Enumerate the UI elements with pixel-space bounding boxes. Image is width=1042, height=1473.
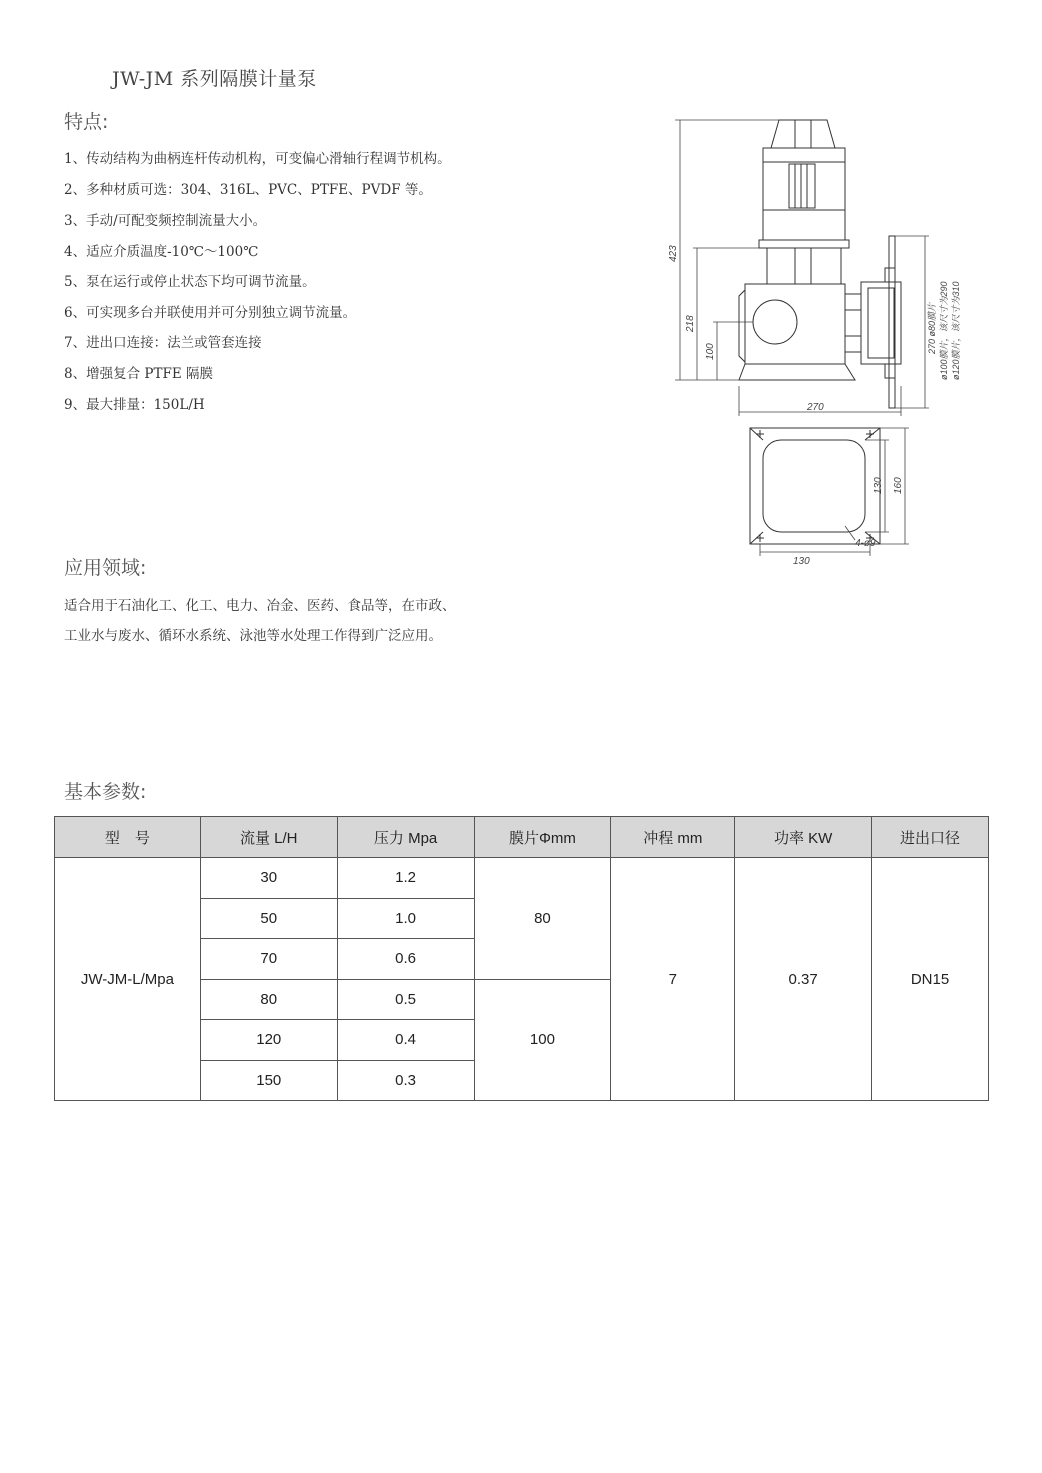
cell-pressure: 1.2 — [337, 858, 474, 899]
cell-stroke: 7 — [611, 858, 735, 1101]
cell-flow: 120 — [200, 1020, 337, 1061]
dim-218: 218 — [685, 315, 696, 332]
cell-model: JW-JM-L/Mpa — [55, 858, 201, 1101]
cell-flow: 70 — [200, 939, 337, 980]
dim-130-w: 130 — [793, 556, 810, 567]
header-port: 进出口径 — [872, 817, 989, 858]
feature-item: 9、最大排量：150L/H — [64, 397, 205, 413]
header-pressure: 压力 Mpa — [337, 817, 474, 858]
cell-pressure: 1.0 — [337, 898, 474, 939]
note-80: 270 ø80膜片 — [927, 302, 937, 354]
feature-item: 2、多种材质可选：304、316L、PVC、PTFE、PVDF 等。 — [64, 182, 432, 198]
cell-diaphragm: 80 — [474, 858, 611, 980]
pump-dimension-drawing — [655, 110, 975, 567]
feature-item: 1、传动结构为曲柄连杆传动机构，可变偏心滑轴行程调节机构。 — [64, 151, 451, 167]
document-title: JW-JM 系列隔膜计量泵 — [112, 68, 317, 90]
feature-item: 4、适应介质温度-10℃～100℃ — [64, 244, 259, 260]
dim-130-h: 130 — [873, 477, 884, 494]
features-heading: 特点: — [64, 111, 109, 133]
application-line: 适合用于石油化工、化工、电力、冶金、医药、食品等，在市政、 — [64, 598, 456, 614]
dim-holes: 4-ø9 — [855, 538, 876, 549]
dim-423: 423 — [668, 245, 679, 262]
note-120: ø120膜片，该尺寸为310 — [951, 281, 961, 380]
header-diaphragm: 膜片Φmm — [474, 817, 611, 858]
cell-flow: 150 — [200, 1060, 337, 1101]
cell-power: 0.37 — [735, 858, 872, 1101]
table-row — [55, 858, 989, 899]
cell-flow: 50 — [200, 898, 337, 939]
cell-pressure: 0.4 — [337, 1020, 474, 1061]
cell-pressure: 0.5 — [337, 979, 474, 1020]
feature-item: 3、手动/可配变频控制流量大小。 — [64, 213, 267, 229]
dim-100: 100 — [705, 343, 716, 360]
header-stroke: 冲程 mm — [611, 817, 735, 858]
dim-160: 160 — [893, 477, 904, 494]
feature-item: 6、可实现多台并联使用并可分别独立调节流量。 — [64, 305, 357, 321]
cell-flow: 80 — [200, 979, 337, 1020]
cell-diaphragm: 100 — [474, 979, 611, 1101]
dim-270: 270 — [807, 402, 824, 413]
cell-pressure: 0.6 — [337, 939, 474, 980]
params-heading: 基本参数: — [64, 781, 147, 803]
feature-item: 5、泵在运行或停止状态下均可调节流量。 — [64, 274, 316, 290]
header-model: 型 号 — [55, 817, 201, 858]
application-heading: 应用领域: — [64, 557, 147, 579]
cell-port: DN15 — [872, 858, 989, 1101]
note-100: ø100膜片，该尺寸为290 — [939, 281, 949, 380]
application-line: 工业水与废水、循环水系统、泳池等水处理工作得到广泛应用。 — [64, 628, 442, 644]
feature-item: 8、增强复合 PTFE 隔膜 — [64, 366, 213, 382]
cell-pressure: 0.3 — [337, 1060, 474, 1101]
header-flow: 流量 L/H — [200, 817, 337, 858]
table-header-row — [55, 817, 989, 858]
params-table — [54, 816, 989, 1101]
cell-flow: 30 — [200, 858, 337, 899]
feature-item: 7、进出口连接：法兰或管套连接 — [64, 335, 262, 351]
header-power: 功率 KW — [735, 817, 872, 858]
